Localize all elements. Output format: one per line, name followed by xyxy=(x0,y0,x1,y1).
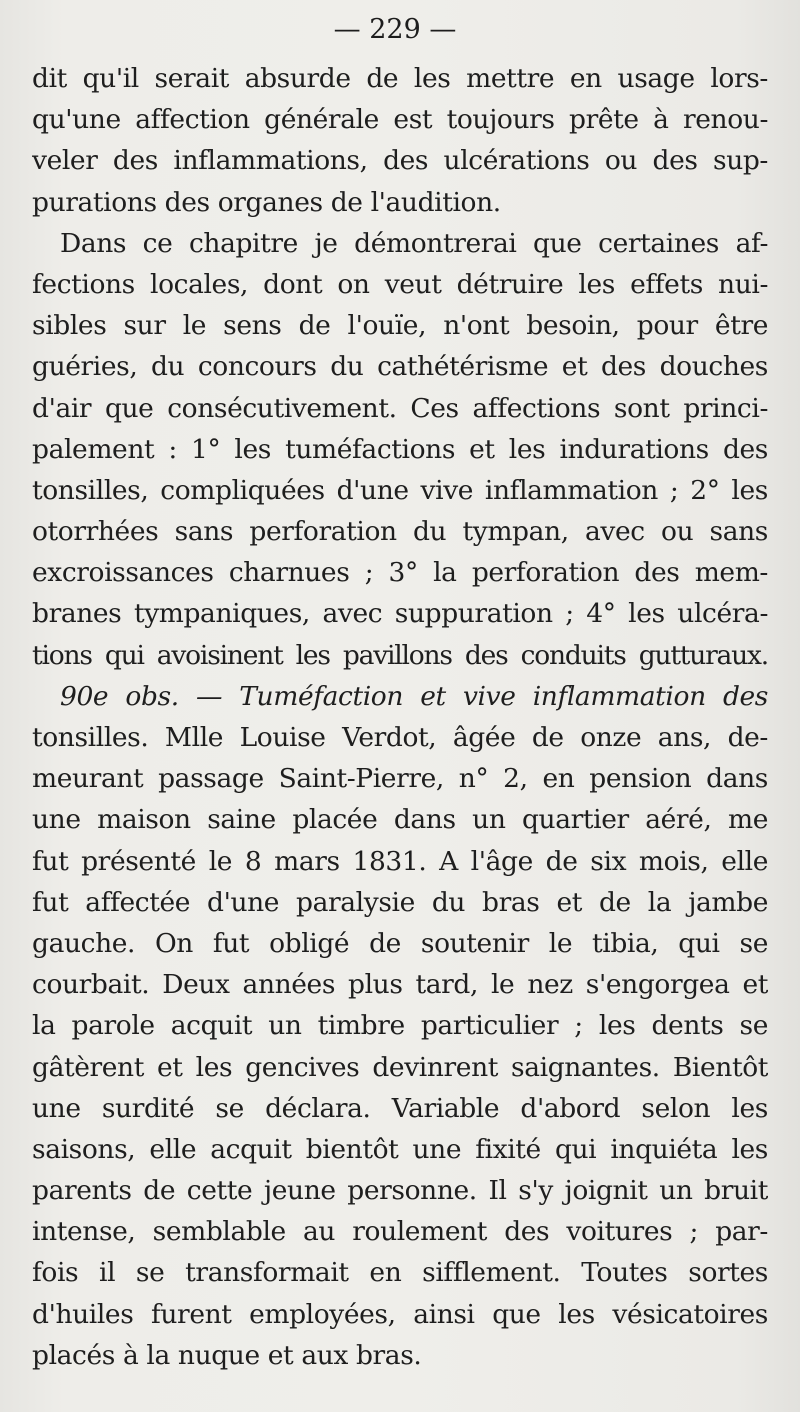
text-line: excroissances charnues ; 3° la perforation des mem- xyxy=(32,557,768,589)
text-line: qu'une affection générale est toujours prête à renou- xyxy=(32,104,768,136)
text-line: saisons, elle acquit bientôt une fixité qui inquiéta les xyxy=(32,1133,768,1165)
text-line: fois il se transformait en sifflement. Toutes sortes xyxy=(32,1257,768,1289)
text-line: tions qui avoisinent les pavillons des conduits gutturaux. xyxy=(32,639,768,671)
text-line: palement : 1° les tuméfactions et les indurations des xyxy=(32,433,768,465)
text-line: fections locales, dont on veut détruire les effets nui- xyxy=(32,268,768,300)
text-line: une maison saine placée dans un quartier aéré, me xyxy=(32,804,768,836)
text-line: d'huiles furent employées, ainsi que les vésicatoires xyxy=(32,1298,768,1330)
text-line: 90e obs. — Tuméfaction et vive inflammation des xyxy=(60,680,768,712)
paragraph-1 xyxy=(32,58,768,223)
text-line: gauche. On fut obligé de soutenir le tibia, qui se xyxy=(32,927,768,959)
text-line: parents de cette jeune personne. Il s'y joignit un bruit xyxy=(32,1175,768,1207)
text-line: courbait. Deux années plus tard, le nez s'engorgea et xyxy=(32,969,768,1001)
text-line: otorrhées sans perforation du tympan, avec ou sans xyxy=(32,516,768,548)
text-line: une surdité se déclara. Variable d'abord selon les xyxy=(32,1092,768,1124)
text-line: intense, semblable au roulement des voitures ; par- xyxy=(32,1216,768,1248)
paragraph-3 xyxy=(32,676,768,1376)
text-line: gâtèrent et les gencives devinrent saignantes. Bientôt xyxy=(32,1051,768,1083)
text-line: fut présenté le 8 mars 1831. A l'âge de six mois, elle xyxy=(32,845,768,877)
text-line: d'air que consécutivement. Ces affections sont princi- xyxy=(32,392,768,424)
text-line: branes tympaniques, avec suppuration ; 4° les ulcéra- xyxy=(32,598,768,630)
text-line: dit qu'il serait absurde de les mettre en usage lors- xyxy=(32,63,768,94)
paragraph-2 xyxy=(32,223,768,676)
text-line: guéries, du concours du cathétérisme et des douches xyxy=(32,351,768,383)
text-line: sibles sur le sens de l'ouïe, n'ont besoin, pour être xyxy=(32,310,768,342)
text-line: la parole acquit un timbre particulier ; les dents se xyxy=(32,1010,768,1042)
text-line: Dans ce chapitre je démontrerai que certaines af- xyxy=(60,227,768,259)
text-line: placés à la nuque et aux bras. xyxy=(32,1339,422,1371)
text-line: veler des inflammations, des ulcérations ou des sup- xyxy=(32,145,768,177)
text-line: meurant passage Saint-Pierre, n° 2, en pension dans xyxy=(32,763,768,795)
text-line: fut affectée d'une paralysie du bras et de la jambe xyxy=(32,886,768,918)
text-line: tonsilles, compliquées d'une vive inflammation ; 2° les xyxy=(32,474,768,506)
page-body xyxy=(32,58,768,1376)
text-line: tonsilles. Mlle Louise Verdot, âgée de onze ans, de- xyxy=(32,722,768,753)
text-line: purations des organes de l'audition. xyxy=(32,186,501,218)
page-number: — 229 — xyxy=(333,14,457,45)
